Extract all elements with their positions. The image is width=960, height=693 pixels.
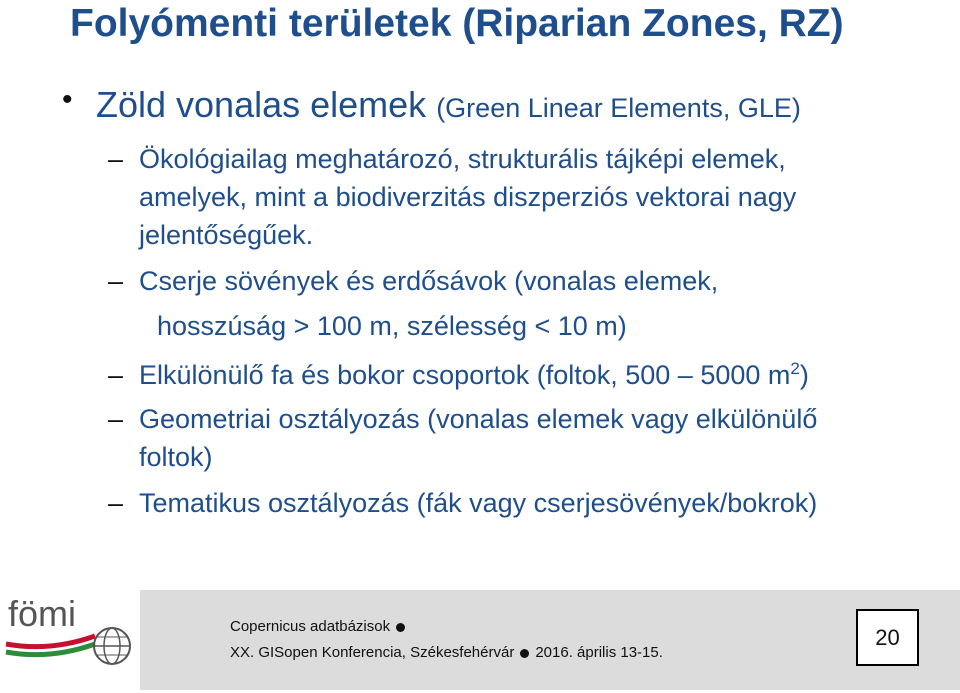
footer-dot-icon	[520, 649, 529, 658]
sub-bullet-1-line-3: jelentőségűek.	[139, 220, 314, 250]
sub-bullet-3-text: Elkülönülő fa és bokor csoportok (foltok, 500 – 5000 $m^2$)	[139, 359, 809, 390]
fomi-logo	[0, 592, 140, 688]
logo-text: fömi	[8, 593, 77, 634]
page-number: 20	[856, 609, 919, 666]
main-bullet-text: Zöld vonalas elemek	[96, 84, 427, 125]
sub-bullet-4-line-1: Geometriai osztályozás (vonalas elemek vagy elkülönülő	[139, 404, 818, 434]
bullet-dot: •	[62, 83, 73, 116]
footer-line-1	[230, 618, 411, 635]
superscript: 2	[790, 359, 800, 378]
fomi-logo-icon	[0, 592, 140, 688]
dash-marker: –	[108, 144, 124, 174]
sub-bullet-1-line-2: amelyek, mint a biodiverzitás diszperziós vektorai nagy	[139, 182, 797, 212]
dash-marker: –	[108, 266, 124, 296]
slide-title: Folyómenti területek (Riparian Zones, RZ)	[70, 2, 844, 45]
footer-line-2	[230, 644, 663, 661]
footer-topic: Copernicus adatbázisok	[230, 618, 391, 635]
dash-marker: –	[108, 360, 124, 390]
sub-bullet-2-line-2: hosszúság > 100 m, szélesség < 10 m)	[157, 311, 627, 341]
sub-bullet-4-line-2: foltok)	[139, 442, 213, 472]
dash-marker: –	[108, 488, 124, 518]
footer-band	[140, 590, 960, 690]
sub-bullet-1-line-1: Ökológiailag meghatározó, strukturális tájképi elemek,	[139, 144, 786, 174]
main-bullet-paren: (Green Linear Elements, GLE)	[436, 93, 801, 123]
footer-conference: XX. GISopen Konferencia, Székesfehérvár	[230, 644, 515, 661]
dash-marker: –	[108, 404, 124, 434]
footer-date: 2016. április 13-15.	[535, 644, 663, 661]
footer-dot-icon	[396, 623, 405, 632]
sub-bullet-5-text: Tematikus osztályozás (fák vagy cserjesövények/bokrok)	[139, 488, 818, 518]
sub-bullet-2-line-1: Cserje sövények és erdősávok (vonalas elemek,	[139, 266, 719, 296]
